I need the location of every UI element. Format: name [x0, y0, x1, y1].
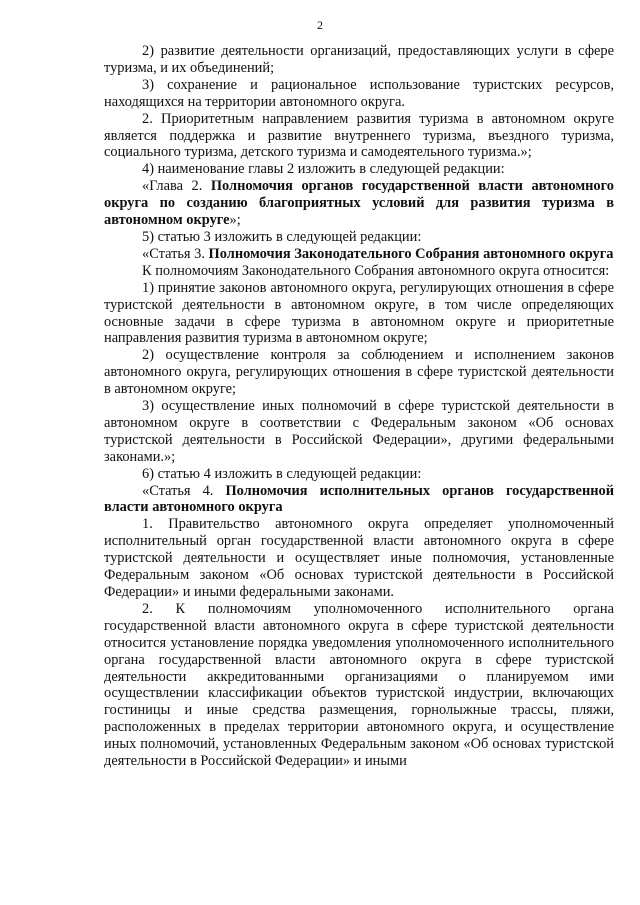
paragraph: 5) статью 3 изложить в следующей редакции:: [142, 228, 422, 245]
chapter-heading: [104, 178, 614, 229]
paragraph: 6) статью 4 изложить в следующей редакции:: [142, 465, 422, 482]
paragraph: 2. К полномочиям уполномоченного исполнительного органа государственной власти автономного округа в сфере туристской деятельности относится установление порядка уведомления уполномоченного исполнительного органа государственной власти автономного округа в сфере туристской деятельности аккредитованными организациями о планируемом ими осуществлении классификации объектов туристской индустрии, включающих гостиницы и иные средства размещения, горнолыжные трассы, пляжи, расположенных в пределах территории автономного округа, и осуществление иных полномочий, установленных Федеральным законом «Об основах туристской деятельности в Российской Федерации» и иными: [104, 600, 614, 770]
paragraph: 3) сохранение и рациональное использование туристских ресурсов, находящихся на территории автономного округа.: [104, 76, 614, 110]
heading-title: Полномочия исполнительных органов государственной власти автономного округа: [104, 482, 615, 516]
paragraph: 2) развитие деятельности организаций, предоставляющих услуги в сфере туризма, и их объединений;: [104, 43, 614, 76]
heading-prefix: «Статья 4.: [142, 482, 226, 499]
paragraph: 1) принятие законов автономного округа, регулирующих отношения в сфере туристской деятельности в автономном округе, в том числе определяющих основные задачи в сфере туризма в автономном округе и приоритетные направления развития туризма в автономном округе;: [104, 279, 614, 347]
paragraph: К полномочиям Законодательного Собрания автономного округа относится:: [142, 262, 610, 279]
paragraph: 1. Правительство автономного округа определяет уполномоченный исполнительный орган государственной власти автономного округа в сфере туристской деятельности и осуществляет иные полномочия, установленные Федеральным законом «Об основах туристской деятельности в Российской Федерации» и иными федеральными законами.: [104, 516, 614, 600]
heading-title: Полномочия органов государственной власти автономного округа по созданию благоприятных условий для развития туризма в автономном округе: [104, 178, 615, 229]
paragraph: 2. Приоритетным направлением развития туризма в автономном округе является поддержка и развитие внутреннего туризма, въездного туризма, социального туризма, детского туризма и самодеятельного туризма.»;: [104, 110, 614, 161]
paragraph: 2) осуществление контроля за соблюдением и исполнением законов автономного округа, регулирующих отношения в сфере туристской деятельности в автономном округе;: [104, 347, 614, 398]
paragraph: 4) наименование главы 2 изложить в следующей редакции:: [142, 161, 505, 178]
heading-prefix: «Глава 2.: [142, 178, 211, 195]
article-heading: [104, 483, 614, 517]
document-body: [104, 43, 614, 770]
page-number: 2: [317, 18, 323, 32]
paragraph: 3) осуществление иных полномочий в сфере туристской деятельности в автономном округе в соответствии с Федеральным законом «Об основах туристской деятельности в Российской Федерации», другими федеральными законами.»;: [104, 398, 614, 465]
article-heading: [104, 246, 614, 263]
heading-suffix: »;: [229, 212, 241, 229]
heading-title: Полномочия Законодательного Собрания автономного округа: [208, 245, 614, 262]
heading-prefix: «Статья 3.: [142, 245, 209, 262]
